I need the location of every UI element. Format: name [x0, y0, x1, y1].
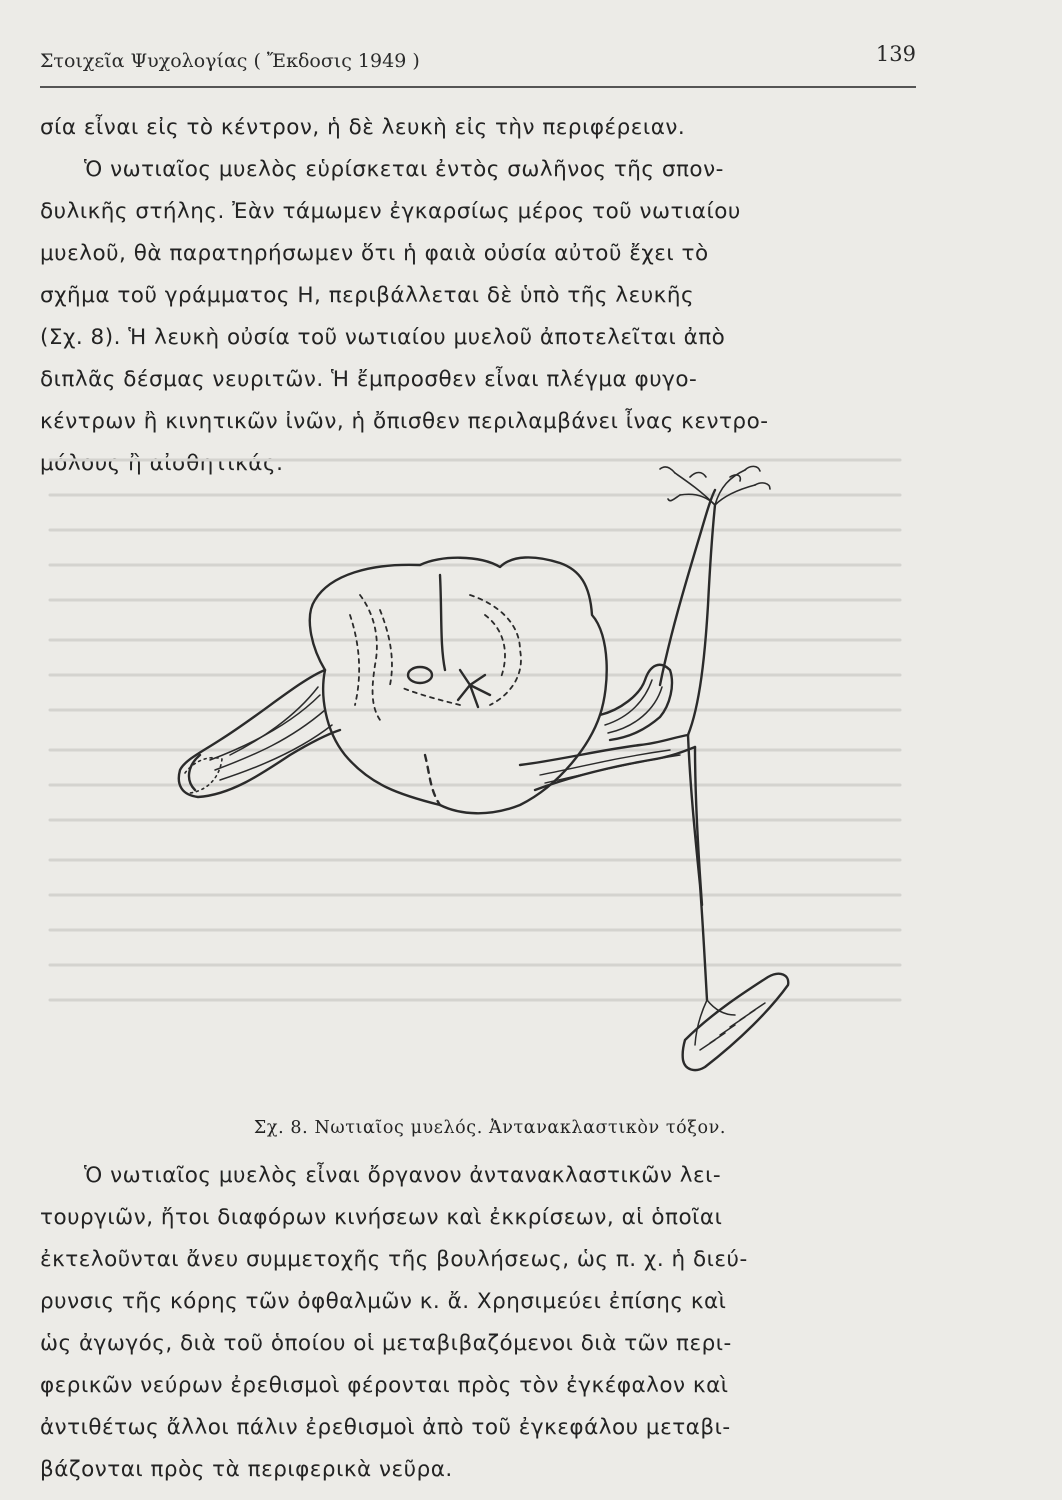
text-line: ρυνσις τῆς κόρης τῶν ὀφθαλμῶν κ. ἄ. Χρησιμεύει ἐπίσης καὶ [40, 1289, 727, 1314]
text-line: σχῆμα τοῦ γράμματος Η, περιβάλλεται δὲ ὑπὸ τῆς λευκῆς [40, 283, 695, 308]
text-line: διπλᾶς δέσμας νευριτῶν. Ἡ ἔμπροσθεν εἶναι πλέγμα φυγο- [40, 367, 698, 392]
figure-caption: Σχ. 8. Νωτιαῖος μυελός. Ἀντανακλαστικὸν τόξον. [253, 1118, 727, 1138]
text-line: σία εἶναι εἰς τὸ κέντρον, ἡ δὲ λευκὴ εἰς τὴν περιφέρειαν. [40, 115, 686, 140]
running-header [40, 42, 916, 88]
text-line: κέντρων ἢ κινητικῶν ἰνῶν, ἡ ὄπισθεν περιλαμβάνει ἶνας κεντρο- [40, 409, 769, 434]
text-line: μυελοῦ, θὰ παρατηρήσωμεν ὅτι ἡ φαιὰ οὐσία αὐτοῦ ἔχει τὸ [40, 241, 709, 266]
text-line: δυλικῆς στήλης. Ἐὰν τάμωμεν ἐγκαρσίως μέρος τοῦ νωτιαίου [40, 199, 741, 224]
text-line: τουργιῶν, ἤτοι διαφόρων κινήσεων καὶ ἐκκρίσεων, αἱ ὁποῖαι [40, 1205, 723, 1230]
text-line: Ὁ νωτιαῖος μυελὸς εὑρίσκεται ἐντὸς σωλῆνος τῆς σπον- [84, 157, 724, 182]
text-line: φερικῶν νεύρων ἐρεθισμοὶ φέρονται πρὸς τὸν ἐγκέφαλον καὶ [40, 1373, 729, 1398]
text-line: Ὁ νωτιαῖος μυελὸς εἶναι ὄργανον ἀντανακλαστικῶν λει- [84, 1163, 722, 1188]
page-number: 139 [875, 42, 916, 66]
text-line: μόλους ἢ αἰσθητικάς. [40, 451, 284, 476]
text-line: ἐκτελοῦνται ἄνευ συμμετοχῆς τῆς βουλήσεως, ὡς π. χ. ἡ διεύ- [40, 1247, 748, 1272]
running-title: Στοιχεῖα Ψυχολογίας ( Ἔκδοσις 1949 ) [40, 50, 420, 72]
text-line: (Σχ. 8). Ἡ λευκὴ οὐσία τοῦ νωτιαίου μυελοῦ ἀποτελεῖται ἀπὸ [40, 325, 726, 350]
text-line: ὡς ἀγωγός, διὰ τοῦ ὁποίου οἱ μεταβιβαζόμενοι διὰ τῶν περι- [40, 1331, 732, 1356]
text-line: ἀντιθέτως ἄλλοι πάλιν ἐρεθισμοὶ ἀπὸ τοῦ ἐγκεφάλου μεταβι- [40, 1415, 731, 1440]
spinal-cord-illustration [140, 455, 920, 1105]
text-line: βάζονται πρὸς τὰ περιφερικὰ νεῦρα. [40, 1457, 453, 1482]
